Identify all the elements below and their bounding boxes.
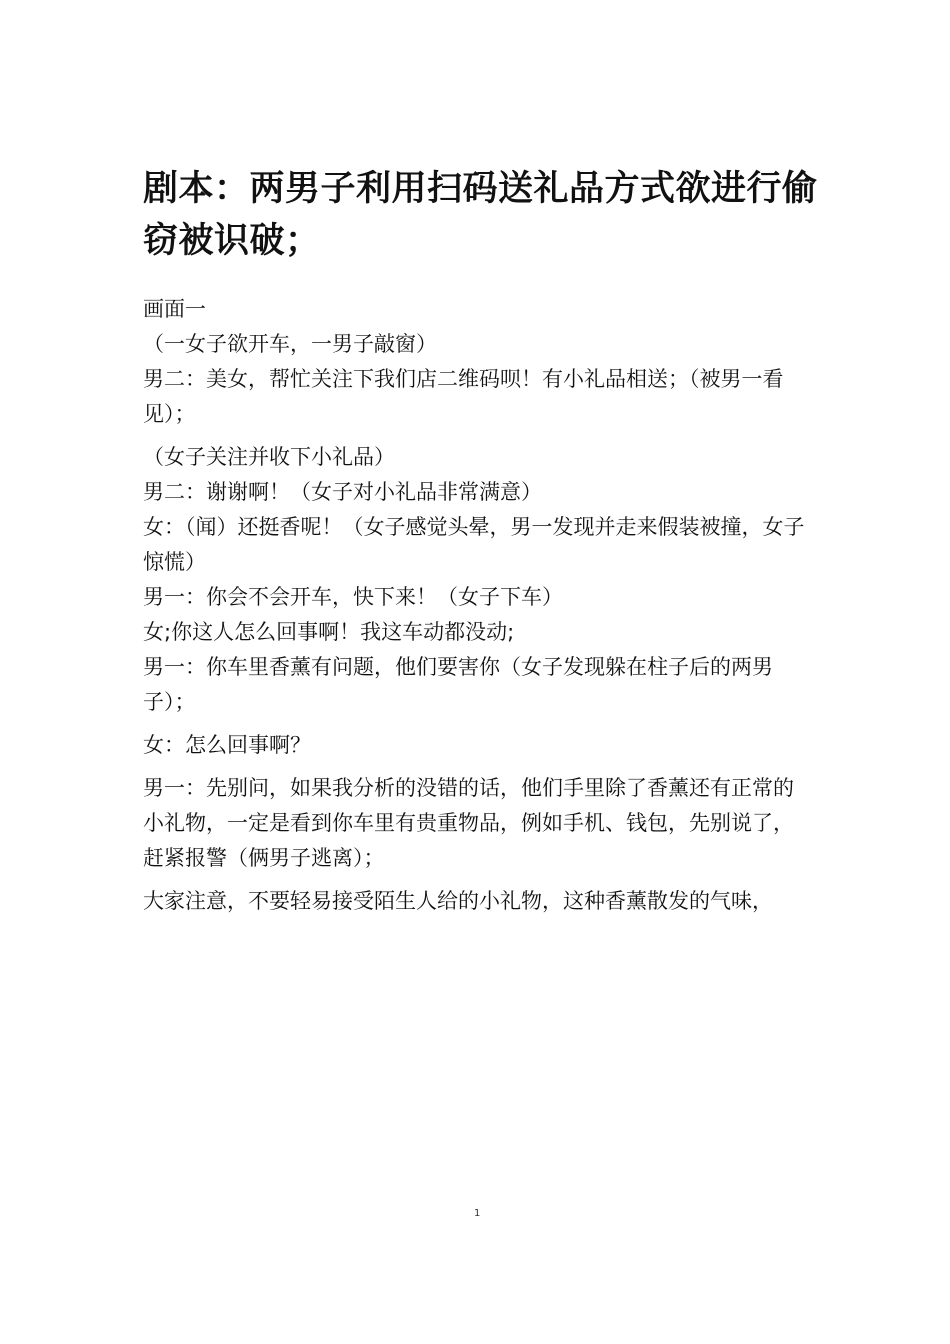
stage-direction: （一女子欲开车，一男子敲窗） xyxy=(143,332,437,356)
dialogue-line: 女：（闻）还挺香呢！（女子感觉头晕，男一发现并走来假装被撞，女子惊慌） xyxy=(143,515,805,574)
page-number: 1 xyxy=(474,1208,481,1219)
document-title: 剧本：两男子利用扫码送礼品方式欲进行偷窃被识破； xyxy=(143,169,818,261)
stage-direction: （女子关注并收下小礼品） xyxy=(143,445,395,469)
script-body xyxy=(143,292,813,919)
dialogue-line: 男二：美女，帮忙关注下我们店二维码呗！有小礼品相送；（被男一看见）； xyxy=(143,367,784,426)
dialogue-line: 男一：先别问，如果我分析的没错的话，他们手里除了香薰还有正常的小礼物，一定是看到你车里有贵重物品，例如手机、钱包，先别说了，赶紧报警（俩男子逃离）； xyxy=(143,776,794,870)
dialogue-line: 男一：你会不会开车，快下来！（女子下车） xyxy=(143,585,563,609)
scene-heading: 画面一 xyxy=(143,297,206,321)
narration-line: 大家注意，不要轻易接受陌生人给的小礼物，这种香薰散发的气味， xyxy=(143,889,773,913)
dialogue-line: 女：怎么回事啊？ xyxy=(143,733,311,757)
dialogue-line: 男二：谢谢啊！（女子对小礼品非常满意） xyxy=(143,480,542,504)
dialogue-line: 男一：你车里香薰有问题，他们要害你（女子发现躲在柱子后的两男子）； xyxy=(143,655,773,714)
dialogue-line: 女;你这人怎么回事啊！我这车动都没动; xyxy=(143,620,515,644)
